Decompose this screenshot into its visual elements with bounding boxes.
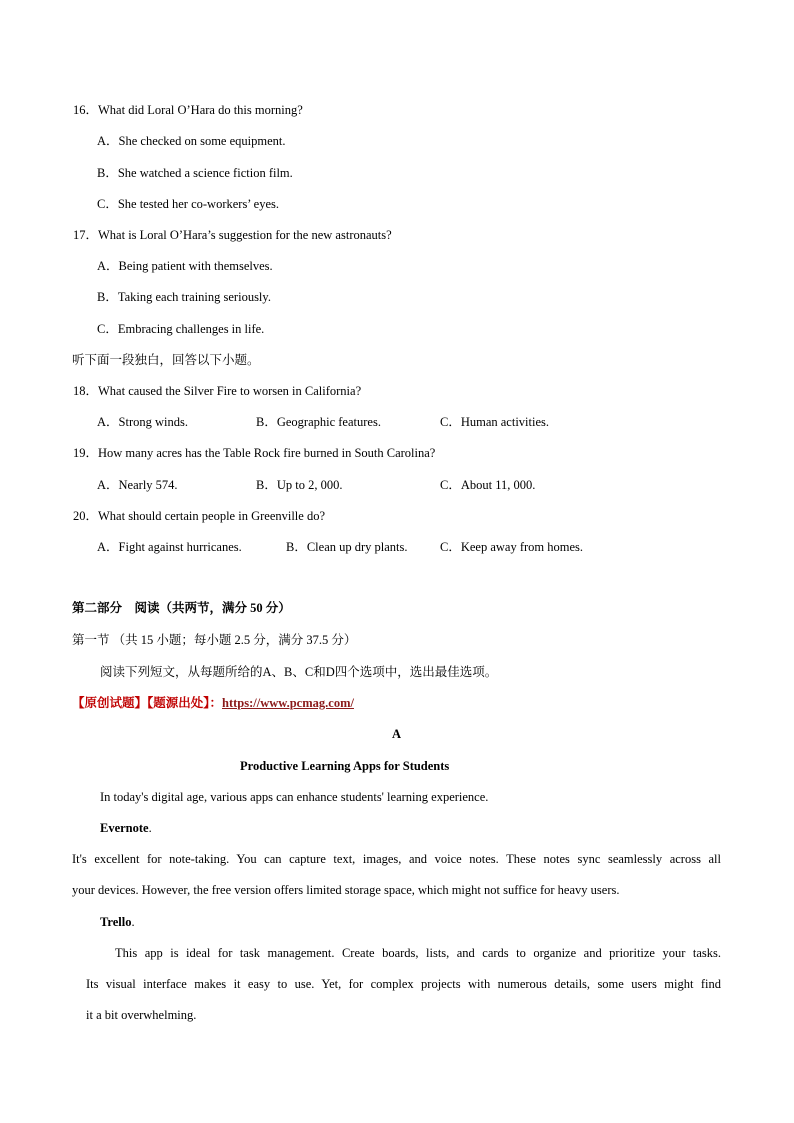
source-label: 【原创试题】【题源出处】： (72, 696, 223, 710)
reading-instruction: 阅读下列短文，从每题所给的A、B、C和D四个选项中，选出最佳选项。 (100, 665, 498, 679)
question-19-option-c: C．About 11, 000. (440, 478, 536, 492)
question-16-option-b: B．She watched a science fiction film. (97, 166, 293, 180)
passage-title: Productive Learning Apps for Students (240, 759, 450, 773)
question-20-option-c: C．Keep away from homes. (440, 540, 584, 554)
trello-paragraph-line-1: This app is ideal for task management. Create boards, lists, and cards to organize and prioritize your tasks. (115, 946, 721, 960)
question-17-stem: 17．What is Loral O’Hara’s suggestion for the new astronauts? (73, 228, 392, 242)
app-name-trello-text: Trello (100, 915, 132, 929)
evernote-paragraph-line-1: It's excellent for note-taking. You can capture text, images, and voice notes. These notes sync seamlessly across all (72, 852, 721, 866)
passage-intro: In today's digital age, various apps can enhance students' learning experience. (100, 790, 489, 804)
question-20-option-b: B．Clean up dry plants. (286, 540, 408, 554)
question-17-option-c: C．Embracing challenges in life. (97, 322, 265, 336)
question-16-option-c: C．She tested her co-workers’ eyes. (97, 197, 280, 211)
question-16-option-a: A．She checked on some equipment. (97, 134, 286, 148)
question-19-option-a: A．Nearly 574. (97, 478, 178, 492)
monologue-instruction: 听下面一段独白，回答以下小题。 (72, 353, 260, 367)
question-17-option-a: A．Being patient with themselves. (97, 259, 273, 273)
evernote-paragraph-line-2: your devices. However, the free version offers limited storage space, which might not suffice for heavy users. (72, 883, 620, 897)
question-19-option-b: B．Up to 2, 000. (256, 478, 343, 492)
question-18-option-c: C．Human activities. (440, 415, 550, 429)
source-line (72, 694, 354, 712)
passage-letter: A (392, 727, 402, 741)
question-18-option-b: B．Geographic features. (256, 415, 381, 429)
question-19-stem: 19．How many acres has the Table Rock fire burned in South Carolina? (73, 446, 436, 460)
source-link[interactable]: https://www.pcmag.com/ (222, 696, 354, 710)
trello-paragraph-line-3: it a bit overwhelming. (86, 1008, 197, 1022)
app-name-evernote: Evernote. (100, 821, 152, 835)
app-name-trello: Trello. (100, 915, 135, 929)
app-name-evernote-text: Evernote (100, 821, 149, 835)
question-16-stem: 16．What did Loral O’Hara do this morning? (73, 103, 303, 117)
section-1-heading: 第一节 （共 15 小题；每小题 2.5 分，满分 37.5 分） (72, 633, 357, 647)
question-20-stem: 20．What should certain people in Greenville do? (73, 509, 326, 523)
question-18-option-a: A．Strong winds. (97, 415, 188, 429)
part-2-heading: 第二部分 阅读（共两节，满分 50 分） (72, 601, 291, 615)
question-18-stem: 18．What caused the Silver Fire to worsen in California? (73, 384, 362, 398)
trello-paragraph-line-2: Its visual interface makes it easy to use. Yet, for complex projects with numerous details, some users might find (86, 977, 721, 991)
question-17-option-b: B．Taking each training seriously. (97, 290, 271, 304)
question-20-option-a: A．Fight against hurricanes. (97, 540, 242, 554)
